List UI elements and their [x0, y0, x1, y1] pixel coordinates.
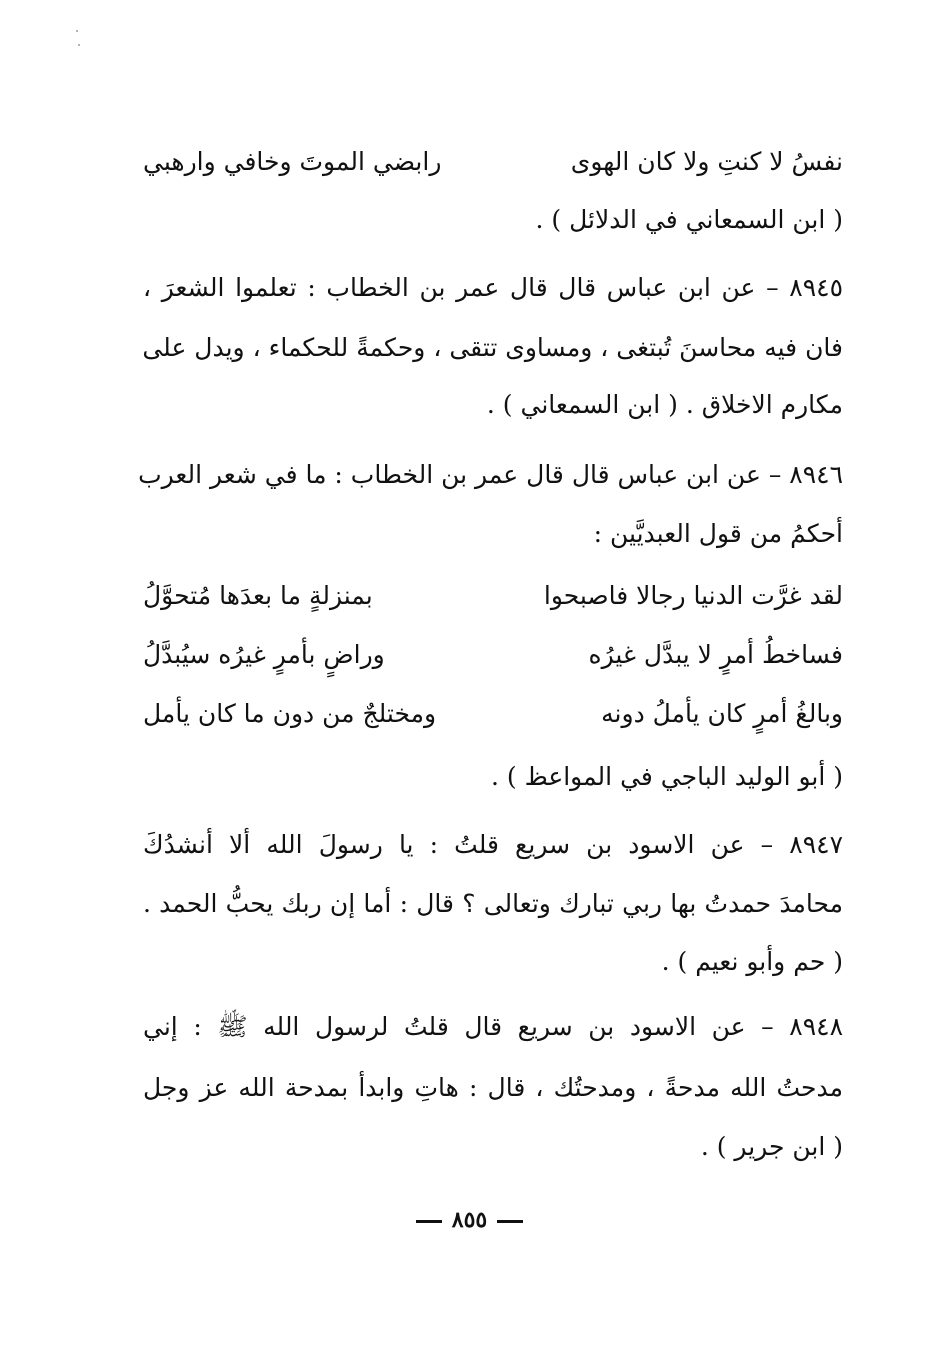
poem-verse-1-second-hemistich: بمنزلةٍ ما بعدَها مُتحوَّلُ [143, 581, 373, 610]
hadith-8948-line-2: مدحتُ الله مدحةً ، ومدحتُك ، قال : هاتِ وابدأ بمدحة الله عز وجل [143, 1073, 843, 1102]
page-number-dash-right [416, 1220, 442, 1223]
source-8946: ( أبو الوليد الباجي في المواعظ ) . [491, 762, 843, 791]
hadith-8945-line-2: فان فيه محاسنَ تُبتغى ، ومساوى تتقى ، وحكمةً للحكماء ، ويدل على [142, 333, 843, 362]
poem-verse-2-second-hemistich: وراضٍ بأمرٍ غيرُه سيُبدَّلُ [143, 640, 385, 669]
opening-source: ( ابن السمعاني في الدلائل ) . [535, 205, 843, 234]
poem-verse-3-second-hemistich: ومختلجٌ من دون ما كان يأمل [143, 699, 437, 728]
opening-verse-first-hemistich: نفسُ لا كنتِ ولا كان الهوى [570, 147, 843, 176]
page-number-dash-left [497, 1220, 523, 1223]
hadith-8947-line-3: ( حم وأبو نعيم ) . [661, 947, 843, 976]
poem-verse-2-first-hemistich: فساخطُ أمرٍ لا يبدَّل غيرُه [588, 640, 843, 669]
hadith-8948-line-3: ( ابن جرير ) . [700, 1132, 843, 1161]
hadith-8946-line-1: ٨٩٤٦ – عن ابن عباس قال قال عمر بن الخطاب : ما في شعر العرب [138, 460, 843, 489]
page-number [0, 1200, 939, 1240]
scan-speck [76, 30, 78, 32]
opening-verse [143, 140, 843, 184]
hadith-8945-line-3: مكارم الاخلاق . ( ابن السمعاني ) . [486, 390, 843, 419]
hadith-8948-line-1: ٨٩٤٨ – عن الاسود بن سريع قال قلتُ لرسول الله ﷺ : إني [143, 1012, 843, 1041]
scan-speck [78, 44, 80, 46]
hadith-8946-line-2: أحكمُ من قول العبديَّين : [593, 519, 843, 548]
opening-verse-second-hemistich: رابضي الموتَ وخافي وارهبي [143, 147, 442, 176]
hadith-8945-line-1: ٨٩٤٥ – عن ابن عباس قال قال عمر بن الخطاب : تعلموا الشعرَ ، [143, 273, 843, 302]
poem-verse-3-first-hemistich: وبالغُ أمرٍ كان يأملُ دونه [601, 699, 843, 728]
hadith-8947-line-2: محامدَ حمدتُ بها ربي تبارك وتعالى ؟ قال : أما إن ربك يحبُّ الحمد . [143, 889, 843, 918]
hadith-8947-line-1: ٨٩٤٧ – عن الاسود بن سريع قلتُ : يا رسولَ الله ألا أنشدُكَ [143, 830, 843, 859]
poem-verse-1-first-hemistich: لقد غرَّت الدنيا رجالا فاصبحوا [543, 581, 843, 610]
poem-verse-1 [143, 574, 843, 618]
poem-verse-2 [143, 633, 843, 677]
poem-verse-3 [143, 692, 843, 736]
page-number-value: ٨٥٥ [451, 1207, 488, 1233]
